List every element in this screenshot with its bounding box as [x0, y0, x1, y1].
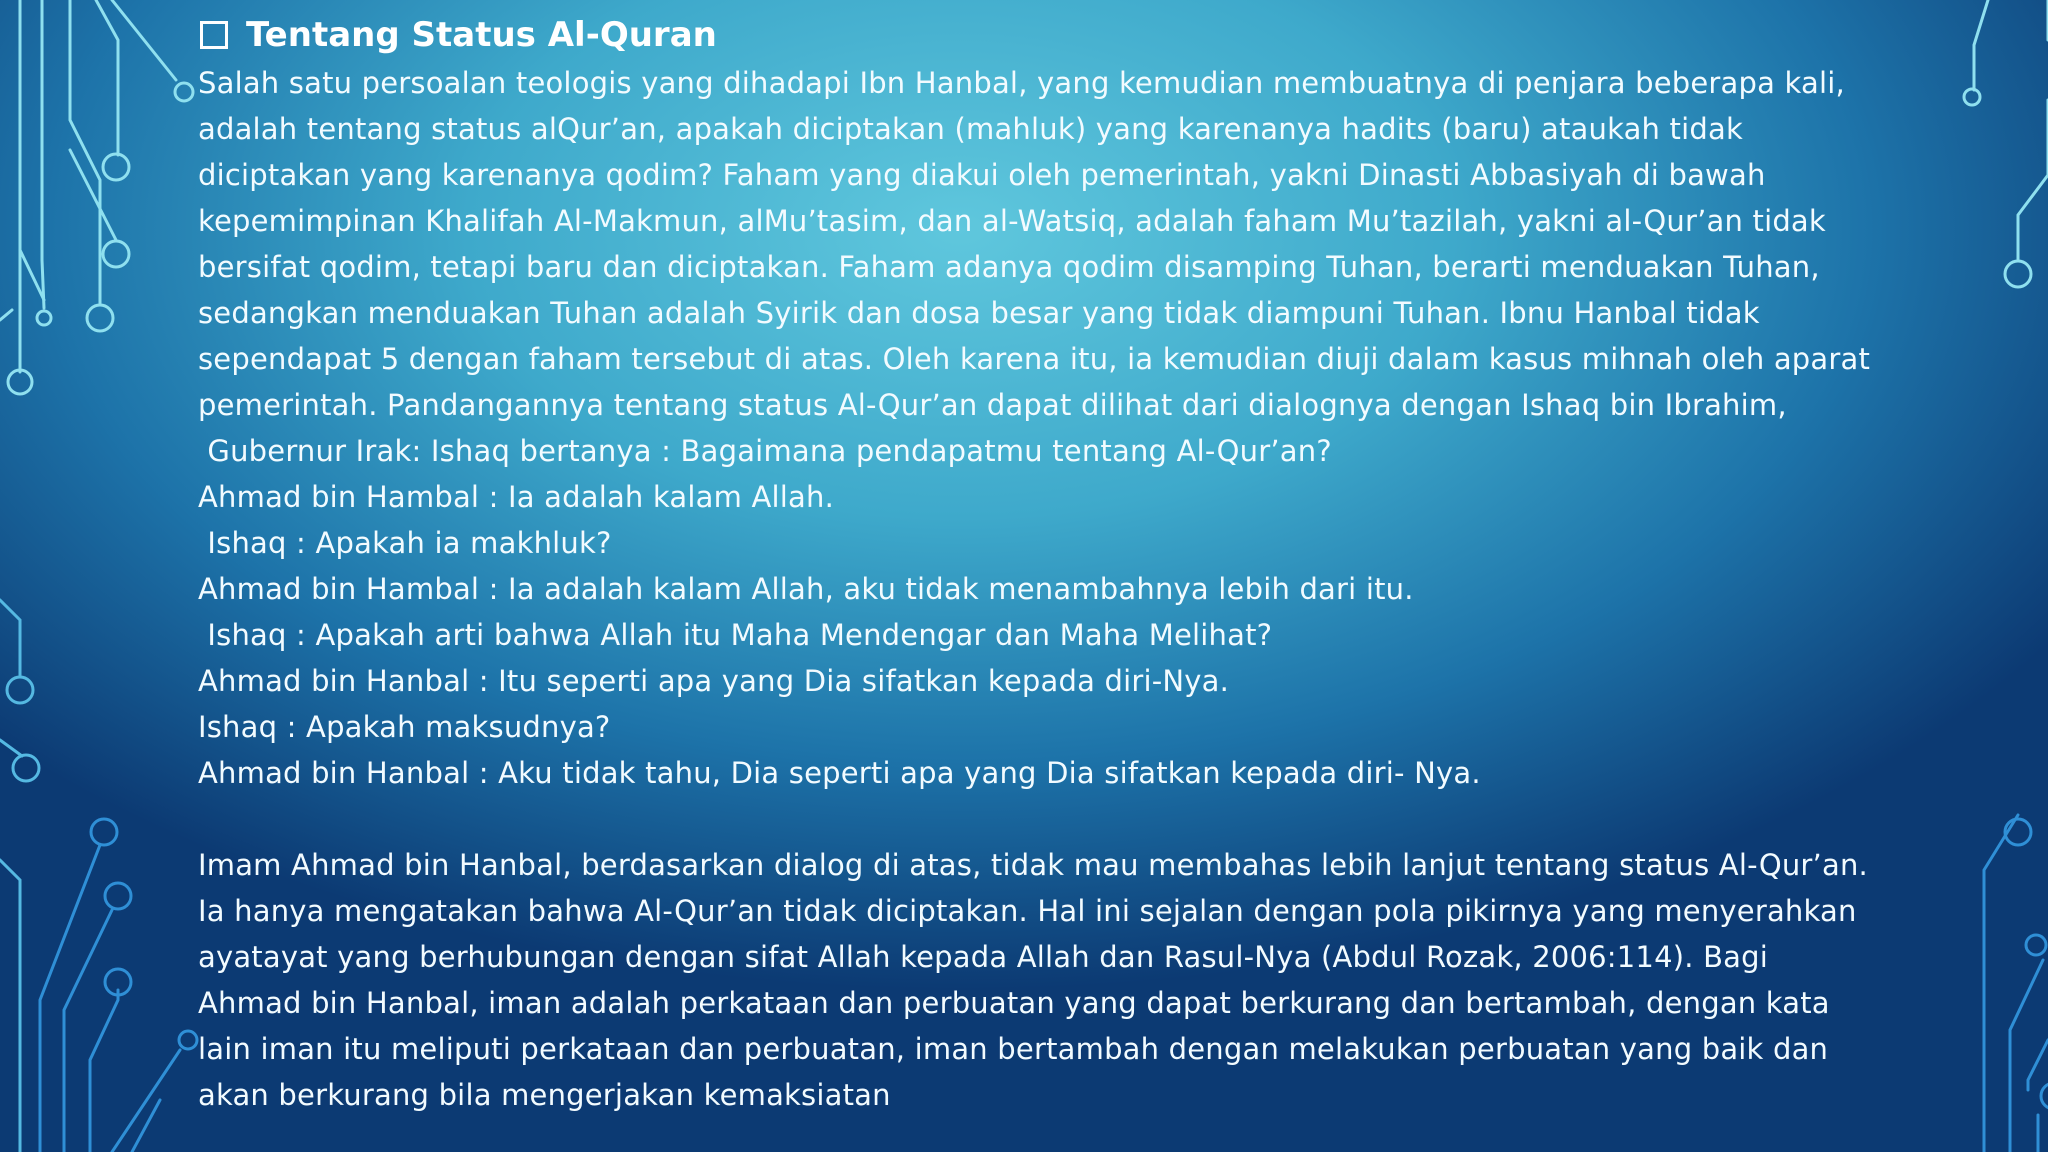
title-text: Tentang Status Al-Quran: [246, 15, 717, 55]
dialogue-line: Ahmad bin Hanbal : Itu seperti apa yang Dia sifatkan kepada diri-Nya.: [198, 664, 1230, 698]
checkbox-icon: [200, 21, 228, 49]
paragraph-line: Ahmad bin Hanbal, iman adalah perkataan dan perbuatan yang dapat berkurang dan bertambah, dengan kata: [198, 986, 1830, 1020]
paragraph-line: bersifat qodim, tetapi baru dan diciptakan. Faham adanya qodim disamping Tuhan, berarti menduakan Tuhan,: [198, 250, 1820, 284]
slide-title: [200, 12, 1958, 58]
paragraph-line: lain iman itu meliputi perkataan dan perbuatan, iman bertambah dengan melakukan perbuatan yang baik dan: [198, 1032, 1829, 1066]
paragraph-line: sependapat 5 dengan faham tersebut di atas. Oleh karena itu, ia kemudian diuji dalam kasus mihnah oleh aparat: [198, 342, 1871, 376]
paragraph-line: Imam Ahmad bin Hanbal, berdasarkan dialog di atas, tidak mau membahas lebih lanjut tentang status Al-Qur’an.: [198, 848, 1868, 882]
dialogue-line: Ishaq : Apakah arti bahwa Allah itu Maha Mendengar dan Maha Melihat?: [198, 618, 1273, 652]
dialogue-line: Ishaq : Apakah ia makhluk?: [198, 526, 612, 560]
paragraph-line: akan berkurang bila mengerjakan kemaksiatan: [198, 1078, 891, 1112]
paragraph-line: ayatayat yang berhubungan dengan sifat Allah kepada Allah dan Rasul-Nya (Abdul Rozak, 2006:114). Bagi: [198, 940, 1769, 974]
paragraph-line: Ia hanya mengatakan bahwa Al-Qur’an tidak diciptakan. Hal ini sejalan dengan pola pikirnya yang menyerahkan: [198, 894, 1857, 928]
dialogue-line: Gubernur Irak: Ishaq bertanya : Bagaimana pendapatmu tentang Al-Qur’an?: [198, 434, 1332, 468]
dialogue-line: Ahmad bin Hanbal : Aku tidak tahu, Dia seperti apa yang Dia sifatkan kepada diri- Nya.: [198, 756, 1481, 790]
paragraph-line: sedangkan menduakan Tuhan adalah Syirik dan dosa besar yang tidak diampuni Tuhan. Ibnu Hanbal tidak: [198, 296, 1760, 330]
paragraph-spacer: [198, 796, 1958, 842]
paragraph-line: adalah tentang status alQur’an, apakah diciptakan (mahluk) yang karenanya hadits (baru) ataukah tidak: [198, 112, 1743, 146]
paragraph-line: kepemimpinan Khalifah Al-Makmun, alMu’tasim, dan al-Watsiq, adalah faham Mu’tazilah, yakni al-Qur’an tidak: [198, 204, 1826, 238]
dialogue-line: Ishaq : Apakah maksudnya?: [198, 710, 611, 744]
paragraph-line: diciptakan yang karenanya qodim? Faham yang diakui oleh pemerintah, yakni Dinasti Abbasiyah di bawah: [198, 158, 1766, 192]
paragraph-line: Salah satu persoalan teologis yang dihadapi Ibn Hanbal, yang kemudian membuatnya di penjara beberapa kali,: [198, 66, 1845, 100]
dialogue-line: Ahmad bin Hambal : Ia adalah kalam Allah, aku tidak menambahnya lebih dari itu.: [198, 572, 1414, 606]
slide-body: [198, 60, 1958, 1118]
paragraph-line: pemerintah. Pandangannya tentang status Al-Qur’an dapat dilihat dari dialognya dengan Ishaq bin Ibrahim,: [198, 388, 1787, 422]
slide-content: [198, 12, 1958, 1118]
dialogue-line: Ahmad bin Hambal : Ia adalah kalam Allah.: [198, 480, 834, 514]
